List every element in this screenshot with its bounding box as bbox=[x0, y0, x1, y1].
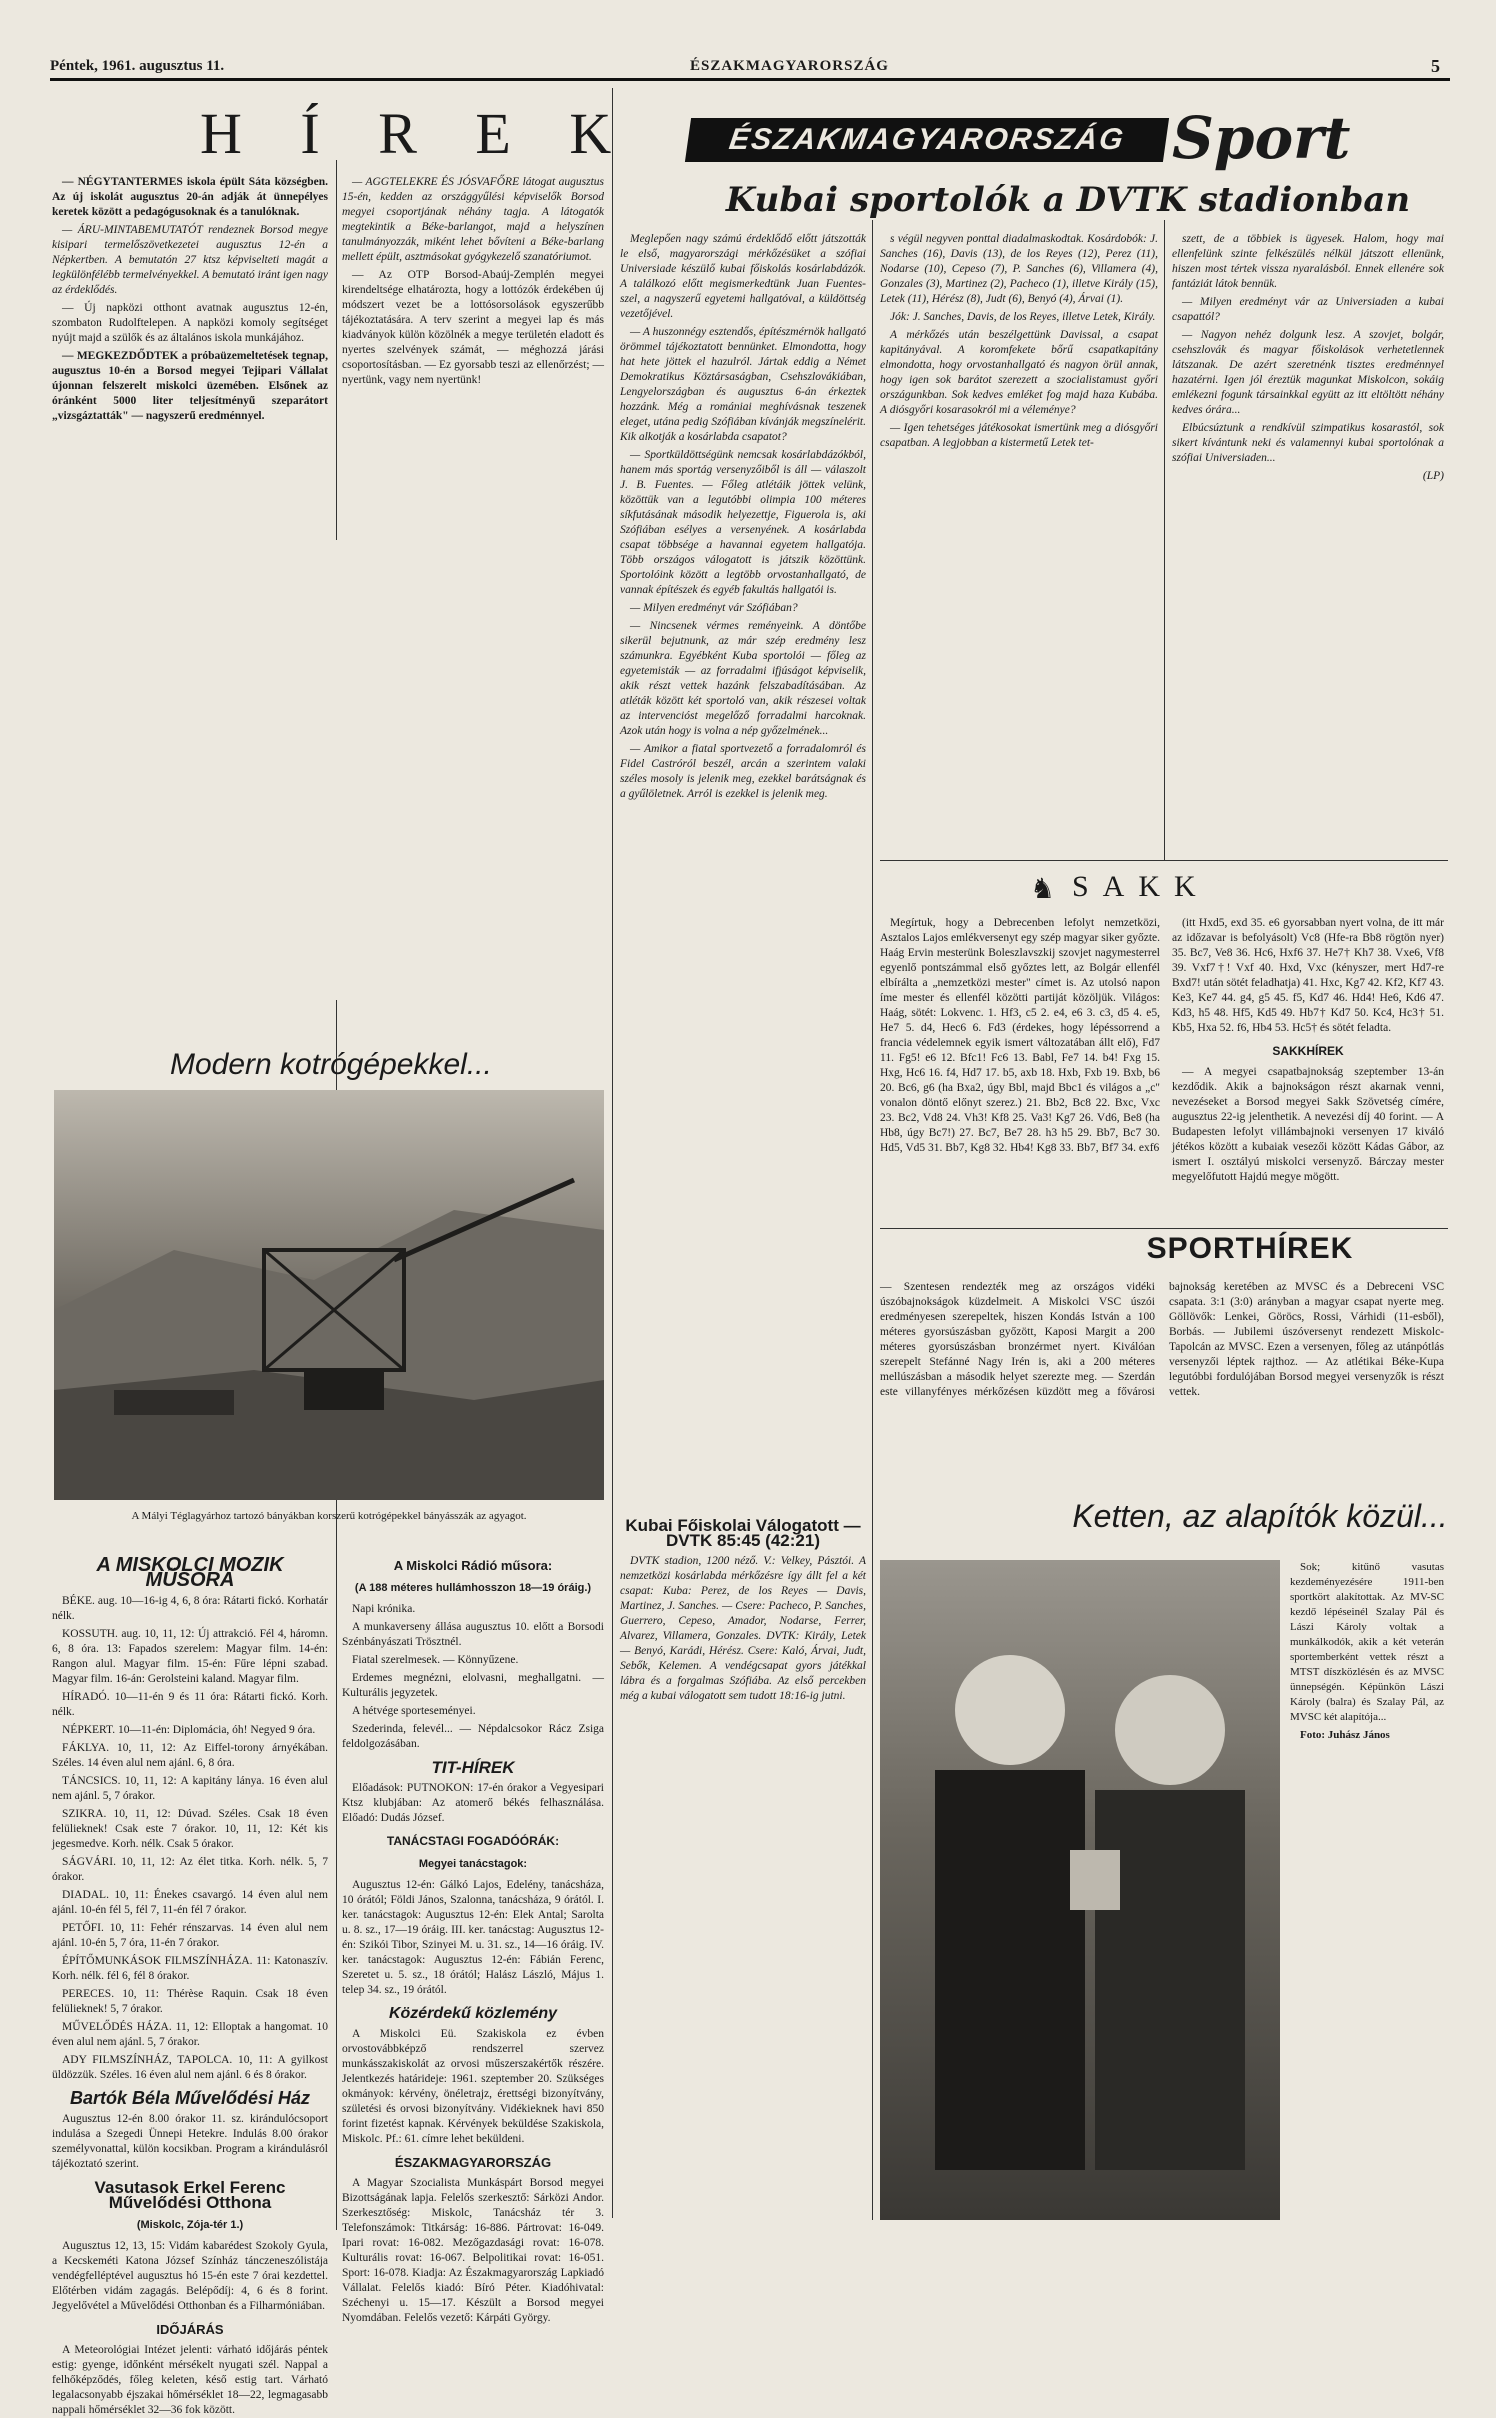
mozik-section bbox=[52, 1550, 328, 2416]
excavator-photo bbox=[54, 1090, 604, 1500]
radio-item: Napi krónika. bbox=[352, 1603, 416, 1615]
sport-paragraph: — Nincsenek vérmes reményeink. A döntőbe sikerül bejutnunk, az már szép eredmény lesz számunkra. Egyébként Kuba sportolói — főleg az egyetemisták — az forradalmi ifjúságot képviselik, akik részt vettek hazánk felszabadításában. Az atléták között két sportoló van, akik részesei voltak az intervencióst megelőző forradalmi harcoknak. Azok után hogy is volna a nép győzelmének... bbox=[620, 620, 866, 737]
column-divider-news bbox=[336, 160, 337, 540]
ketten-caption-column bbox=[1290, 1560, 1444, 2220]
radio-item: Szederinda, felevél... — Népdalcsokor Rácz Zsiga feldolgozásában. bbox=[342, 1723, 604, 1750]
masthead-date: Péntek, 1961. augusztus 11. bbox=[50, 58, 225, 74]
mozi-entry: ÉPÍTŐMUNKÁSOK FILMSZÍNHÁZA. 11: Katonaszív. Korh. nélk. fél 6, fél 8 órakor. bbox=[52, 1955, 328, 1982]
info-column bbox=[342, 1550, 604, 2324]
bartok-title: Bartók Béla Művelődési Ház bbox=[69, 2088, 311, 2108]
sport-logo: ÉSZAKMAGYARORSZÁG bbox=[685, 118, 1169, 162]
news-item: — Az OTP Borsod-Abaúj-Zemplén megyei kirendeltsége elhatározta, hogy a lottózók érdekében új módszert vezet be a lottósorsolások egyszerűbb tájékoztatására. A terv szerint a megyei lap és más kiadványok külön közölnék a megye területén eladott és nyertes szelvények számát, — méghozzá járási csoportosításban. — Ez gyorsabb teszi az ellenőrzést; — nyertünk, vagy nem nyertünk! bbox=[342, 269, 604, 386]
mozi-entry: DIADAL. 10, 11: Énekes csavargó. 14 éven alul nem ajánl. 10-én fél 5, fél 7, 11-én fél 7 órakor. bbox=[52, 1889, 328, 1916]
bartok-text: Augusztus 12-én 8.00 órakor 11. sz. kirándulócsoport indulása a Szegedi Ünnepi Hetekre. Indulás 8.00 órakor személyvonattal, külön kocsikban. Program a kirándulásról tájékoztató szerint. bbox=[52, 2113, 328, 2170]
sport-paragraph: szett, de a többiek is ügyesek. Halom, hogy mai ellenfelünk szinte felkészülés nélkül játszott ellenünk, hiszen most tértek vissza nyaralásból. Ennek ellenére sok fantáziát látok bennük. bbox=[1172, 233, 1444, 290]
sport-paragraph: — Amikor a fiatal sportvezető a forradalomról és Fidel Castróról beszél, arcán a szerintem valaki széles mosoly is jelenik meg, ezekkel barátságnak és a gyűlöletnek. Arról is ezekkel is jelenik meg. bbox=[620, 743, 866, 800]
sakk-column-1 bbox=[880, 916, 1160, 1226]
sport-paragraph: — Igen tehetséges játékosokat ismertünk meg a diósgyőri csapatban. A legjobban a kistermetű Letek tet- bbox=[880, 422, 1158, 449]
sport-paragraph: A mérkőzés után beszélgettünk Davissal, a csapat kapitányával. A koromfekete bőrű csapatkapitány elmondotta, hogy orvostanhallgató és nagyon örül annak, hogy igen sok barátot szerezett a szocialistamust győri országunkban. Sok kedves emléket fog majd haza Kubába. A diósgyőri kosarasokról mi a véleménye? bbox=[880, 329, 1158, 416]
sport-column-1 bbox=[620, 232, 866, 1502]
sakk-title: SAKK bbox=[1072, 870, 1210, 903]
excavator-illustration bbox=[54, 1090, 604, 1500]
mozi-entry: PETŐFI. 10, 11: Fehér rénszarvas. 14 éven alul nem ajánl. 10-én 5, 7 óra, 11-én 7 órakor. bbox=[52, 1922, 328, 1949]
mozi-entry: TÁNCSICS. 10, 11, 12: A kapitány lánya. 16 éven alul nem ajánl. 5, 7 órakor. bbox=[52, 1775, 328, 1802]
radio-title: A Miskolci Rádió műsora: bbox=[393, 1558, 553, 1573]
news-item: — MEGKEZDŐDTEK a próbaüzemeltetések tegnap, augusztus 10-én a Borsod megyei Tejipari Vállalat újonnan felszerelt miskolci üzemében. Elsőnek az óránként 5000 liter teljesítményű szeparátort „vizsgáztatták" — nagyszerű eredménnyel. bbox=[52, 350, 328, 422]
kubai-box-title: Kubai Főiskolai Válogatott — DVTK 85:45 (42:21) bbox=[625, 1516, 861, 1550]
tit-text: Előadások: PUTNOKON: 17-én órakor a Vegyesipari Ktsz klubjában: Az atomerő békés felhasználása. Előadó: Dudás József. bbox=[342, 1782, 604, 1824]
mozi-entry: BÉKE. aug. 10—16-ig 4, 6, 8 óra: Rátarti fickó. Korhatár nélk. bbox=[52, 1595, 328, 1622]
sport-paragraph: Elbúcsúztunk a rendkívül szimpatikus kosarastól, sok sikert kívántunk neki és valamennyi kubai sportolónak a szófiai Universiaden... bbox=[1172, 422, 1444, 464]
kozerdeku-title: Közérdekű közlemény bbox=[388, 2005, 558, 2022]
sport-paragraph: Meglepően nagy számú érdeklődő előtt játszották le első, magyarországi mérkőzésüket a szófiai Universiade készülő kubai főiskolás kosárlabdázók. A találkozó előtt megismerkedtünk Juan Fuentes-szel, a nagyszerű egyetemi hallgatóval, a küldöttség vezetőjével. bbox=[620, 233, 866, 320]
masthead bbox=[50, 56, 1450, 81]
sport-column-3 bbox=[1172, 232, 1444, 852]
sakk-rule bbox=[880, 860, 1448, 861]
mozik-title: A MISKOLCI MOZIK MŰSORA bbox=[96, 1554, 284, 1591]
tanacstagi-sub: Megyei tanácstagok: bbox=[418, 1858, 528, 1870]
radio-item: Fiatal szerelmesek. — Könnyűzene. bbox=[352, 1654, 519, 1666]
sakk-text: Megírtuk, hogy a Debrecenben lefolyt nemzetközi, Asztalos Lajos emlékversenyt egy szép magyar siker győzte. Haág Ervin mesterünk Boleszlavszkij szovjet nagymesterrel egyenlő pontszámmal első győztes lett, az Bolgár ellenfél elbírálta a „nemzetközi mester" címet is. Az utolsó napon íme mester és ellenfél közötti partiját közöljük. Világos: Haág, sötét: Lokvenc. 1. Hf3, c5 2. e4, e6 3. c3, d5 4. e5, He7 5. d4, Hec6 6. Fd3 (érdekes, hogy lépéssorrend a francia védelemnek egyik ismert változatában állt elő), Fd7 11. Fg5! e6 12. Bfc1! Fc6 13. Babl, Fe7 14. b4! Fxg 15. Hxg, Hc6 16. f4, Hd7 17. b5, axb 18. Hxb, Fxb 19. Bxb, b6 20. Bc6, g6 (ha Bxa2, úgy Bbl, majd Bbc1 és világos a „c" vonalon döntő előnyt szerez.) 21. Bb2, Bc8 22. Bxc, Vxc 23. Bc2, Vd8 24. Vh3! Kf8 25. Va3! Kg7 26. Vd6, Be8 (ha Hb8, úgy Bc7!) 27. Bc7, Be7 28. h3 h5 29. Bb7, Bc7 30. Hd5, Vd5 31. Bb7, Kg8 32. Hb4! Kg8 33. Bb7, Bf7 34. exf6 bbox=[880, 917, 1160, 1154]
mozi-entry: PERECES. 10, 11: Thérèse Raquin. Csak 18 éven felülieknek! 5, 7 órakor. bbox=[52, 1988, 328, 2015]
sport-paragraph: — Milyen eredményt vár az Universiaden a kubai csapattól? bbox=[1172, 296, 1444, 323]
idojaras-text: A Meteorológiai Intézet jelenti: várható időjárás péntek estig: gyenge, időnként mérsékelt nyugati szél. Nappal a felhőképződés, főleg keleten, késő estig tart. Várható legalacsonyabb éjszakai hőmérséklet 18—22, legmagasabb nappali hőmérséklet 32—36 fok között. bbox=[52, 2344, 328, 2416]
impresszum-text: A Magyar Szocialista Munkáspárt Borsod megyei Bizottságának lapja. Felelős szerkesztő: Sárközi Andor. Szerkesztőség: Miskolc, Tanácsház tér 3. Telefonszámok: Titkárság: 16-886. Pártrovat: 16-049. Ipari rovat: 16-082. Mezőgazdasági rovat: 16-078. Kulturális rovat: 16-067. Belpolitikai rovat: 16-051. Sport: 16-078. Kiadja: Az Északmagyarország Lapkiadó Vállalat. Felelős kiadó: Bíró Péter. Kiadóhivatal: Széchenyi u. 15—17. Készült a Borsod megyei Nyomdában. Felelős vezető: Kárpáti György. bbox=[342, 2177, 604, 2324]
sporthirek-text: — Szentesen rendezték meg az országos vidéki úszóbajnokságok küzdelmeit. A Miskolci VSC úszói eredményesen szerepeltek, hiszen Kondás István a 100 méteres gyorsúszásban győzött, Kaposi Margit a 200 méteres gyorsúszásban bronzérmet nyert. Kiválóan szerepelt Stefánné Nagy Irén is, aki a 200 méteres mellúszásban a második helyet szerezte meg. — Szerdán este villanyfényes mérkőzésen küzdött meg a fővárosi bajnokság keretében az MVSC és a Debreceni VSC csapata. 3:1 (3:0) arányban a magyar csapat nyerte meg. Göllövők: Lenkei, Göröcs, Rossi, Várhidi (11-esből), Borbás. — Jubilemi úszóversenyt rendezett Miskolc-Tapolcán az MVSC. Ezen a versenyen, főleg az utánpótlás versenyzői léptek rajthoz. — Az atlétikai Béke-Kupa legutóbbi fordulójában Borsod megyei versenyzők is részt vettek. bbox=[880, 1281, 1444, 1398]
radio-item: A munkaverseny állása augusztus 10. előtt a Borsodi Szénbányászati Trösztnél. bbox=[342, 1621, 604, 1648]
radio-item: A hétvége sporteseményei. bbox=[352, 1705, 476, 1717]
sport-paragraph: — Nagyon nehéz dolgunk lesz. A szovjet, bolgár, csehszlovák és magyar főiskolások verhetetlennek látszanak. De azért szeretnénk tisztes eredménnyel hazatérni. Igen jól éreztük magunkat Miskolcon, sokáig emlékezni fogunk társainkkal együtt az itt eltöltött néhány kedves órára... bbox=[1172, 329, 1444, 416]
founders-illustration bbox=[880, 1560, 1280, 2220]
news-right bbox=[342, 175, 604, 545]
mozi-entry: HÍRADÓ. 10—11-én 9 és 11 óra: Rátarti fickó. Korh. nélk. bbox=[52, 1691, 328, 1718]
column-divider-sport1 bbox=[872, 220, 873, 2220]
mozi-entry: MŰVELŐDÉS HÁZA. 11, 12: Elloptak a hangomat. 10 éven alul nem ajánl. 5, 7 órakor. bbox=[52, 2021, 328, 2048]
modern-title: Modern kotrógépekkel... bbox=[170, 1048, 492, 1081]
impresszum-title: ÉSZAKMAGYARORSZÁG bbox=[394, 2155, 552, 2170]
chess-knight-icon: ♞ bbox=[1030, 872, 1056, 905]
radio-item: Erdemes megnézni, elolvasni, meghallgatni. — Kulturális jegyzetek. bbox=[342, 1672, 604, 1699]
ketten-caption: Sok; kitűnő vasutas kezdeményezésére 1911-ben sportkört alakítottak. Az MV-SC kezdő lépéseinél Szalay Pál és Lászi Károly voltak a munkálkodók, akik a két veterán sportemberként vettek részt a MTST díszközlésén és az MVSC ünnepségén. Képünkön Lászi Károly (balra) és Szalay Pál, az MVSC két alapítója... bbox=[1290, 1561, 1444, 1723]
sakkhirek-title: SAKKHÍREK bbox=[1272, 1044, 1344, 1058]
vasutasok-title: Vasutasok Erkel Ferenc Művelődési Otthona bbox=[94, 2178, 286, 2212]
mozi-entry: KOSSUTH. aug. 10, 11, 12: Új attrakció. Fél 4, háromn. 6, 8 óra. 13: Fapados szerelem: Magyar film. 14-én: Rangon alul. Magyar film. 15-én: Fűre lépni szabad. Magyar film. 16-án: Gerolsteini kaland. Magyar film. bbox=[52, 1628, 328, 1685]
kubai-box bbox=[620, 1510, 866, 2230]
hirek-title: H Í R E K bbox=[200, 101, 634, 166]
mozi-entry: FÁKLYA. 10, 11, 12: Az Eiffel-torony árnyékában. Széles. 14 éven alul nem ajánl. 6, 8 óra. bbox=[52, 1742, 328, 1769]
sporthirek-title: SPORTHÍREK bbox=[1146, 1232, 1354, 1265]
excavator-caption: A Mályi Téglagyárhoz tartozó bányákban korszerű kotrógépekkel bányásszák az agyagot. bbox=[131, 1510, 527, 1522]
page-number: 5 bbox=[1431, 56, 1440, 76]
photo-credit: Foto: Juhász János bbox=[1300, 1729, 1390, 1741]
sakk-text-2: (itt Hxd5, exd 35. e6 gyorsabban nyert volna, de itt már az időzavar is befolyásolt) Vc8 (Hfe-ra Bb8 rögtön nyer) 35. Bc7, Ve8 36. Hc6, Hxf6 37. He7† Kh7 38. Vxe6, Vf8 39. Vxf7†! Vxf 40. Hxd, Vxc (kényszer, mert Hd7-re Bxd7! után sötét feladhatja) 41. Hxc, Kg7 42. Kf2, Kf7 43. Ke3, Ke7 44. g4, g5 45. f5, Kd7 46. Hd4! He6, Kd6 47. Kd3, h5 48. Hf5, Kd5 49. Hb7† Kd7 50. Kc4, Hc3† 51. Kb5, Hxa 52. f6, Hb4 53. Hc5† és sötét feladta. bbox=[1172, 917, 1444, 1034]
vasutasok-text: Augusztus 12, 13, 15: Vidám kabarédest Szokoly Gyula, a Kecskeméti Katona József Színház tánczeneszólistája vendégfelléptével augusztus hó 15-én este 7 órai kezdettel. Előtérben vidám zagagás. Belépődíj: 4, 6 és 8 forint. Jegyelővétel a Művelődési Otthonban és a Filharmóniában. bbox=[52, 2240, 328, 2312]
column-divider-sport2 bbox=[1164, 220, 1165, 860]
news-item: — Új napközi otthont avatnak augusztus 12-én, szombaton Rudolftelepen. A napközi komoly segítséget nyújt majd a szülők és az általános iskola munkájához. bbox=[52, 302, 328, 344]
column-divider-main bbox=[612, 88, 613, 2218]
sporthirek-rule bbox=[880, 1228, 1448, 1229]
news-item: — NÉGYTANTERMES iskola épült Sáta községben. Az új iskolát augusztus 20-án adják át ünnepélyes keretek között a pedagógusoknak és a tanulóknak. bbox=[52, 176, 328, 218]
sport-column-2 bbox=[880, 232, 1158, 852]
kozerdeku-text: A Miskolci Eü. Szakiskola ez évben orvostovábbképző rendszerrel szervez munkásszakiskolát az orvosi műszerszakértők részére. Jelentkezés határideje: 1961. szeptember 20. Szükséges okmányok: kérvény, önéletrajz, érettségi bizonyítvány, születési és orvosi bizonyítvány. Vidékieknek havi 850 forint fizetést kapnak. Kérvények beküldése Szakiskola, Miskolc. Pf.: 61. címre lehet beküldeni. bbox=[342, 2028, 604, 2145]
sport-paragraph: (LP) bbox=[1422, 470, 1444, 482]
idojaras-title: IDŐJÁRÁS bbox=[156, 2322, 224, 2337]
mozi-entry: ADY FILMSZÍNHÁZ, TAPOLCA. 10, 11: A gyilkost üldözzük. Széles. 16 éven alul nem ajánl. 6 és 8 órakor. bbox=[52, 2054, 328, 2081]
kubai-box-text: DVTK stadion, 1200 néző. V.: Velkey, Pásztói. A nemzetközi kosárlabda mérkőzésre így állt fel a két csapat: Kuba: Perez, de los Reyes — Davis, Martinez, J. Sanches. — Csere: Pacheco, P. Sanches, Guerrero, Cepeso, Amador, Nodarse, Ferrer, Alvarez, Villamera, Gonzales. DVTK: Király, Letek — Benyó, Karádi, Hérész. Csere: Kaló, Árvai, Judt, Sebők, Kelemen. A vendégcsapat gyors játékkal lábra és a forgalmas Szófiába. Az első percekben még a kubai válogatott sem tudott 18:16-ig jutni. bbox=[620, 1555, 866, 1702]
mozi-entry: NÉPKERT. 10—11-én: Diplomácia, óh! Negyed 9 óra. bbox=[62, 1724, 316, 1736]
sport-paragraph: — Milyen eredményt vár Szófiában? bbox=[630, 602, 798, 614]
sakkhirek-text: — A megyei csapatbajnokság szeptember 13-án kezdődik. Akik a bajnokságon részt akarnak venni, nevezéseket a Borsod megyei Sakk Szövetség címére, augusztus 22-ig jelenthetik. A nevezési díj 40 forint. — A Budapesten lefolyt villámbajnoki versenyen 17 kiváló jétékos között a kubaiak vesezői között Kádas Gábor, az ismert I. osztályú miskolci versenyző. Bárczay mester megyelőfutott Hajdú megye mögött. bbox=[1172, 1066, 1444, 1183]
tanacstagi-text: Augusztus 12-én: Gálkó Lajos, Edelény, tanácsháza, 10 órától; Földi János, Szalonna, tanácsháza, 9 órától. I. ker. tanácstagok: Augusztus 12-én: Elek Antal; Sarolta u. 8. sz., 17—19 óráig. III. ker. tanácstag: Augusztus 12-én: Szikói Tibor, Szinyei M. u. 31. sz., 14—16 óráig. IV. ker. tanácstagok: Augusztus 12-én: Fábián Ferenc, Szeretet u. 5. sz., 18 órától; Halász László, Május 1. telep 34. sz., 19 órától. bbox=[342, 1879, 604, 1996]
sport-paragraph: — Sportküldöttségünk nemcsak kosárlabdázókból, hanem más sportág versenyzőiből is áll — válaszolt J. B. Fuentes. — Főleg atlétáik jöttek velünk, közöttük van a legutóbbi olimpia 100 méteres síkfutásának második helyezettje, Figuerola is, aki Szófiában esélyes a versenyének. A kosárlabda csapat többsége a havannai egyetem hallgatója. Több országos válogatott is játszik közöttünk. Sportolóink között a legtöbb orvostanhallgató, de vannak építészek és egyéb fakultás hallgatói is. bbox=[620, 449, 866, 596]
founders-photo bbox=[880, 1560, 1280, 2220]
ketten-title: Ketten, az alapítók közül... bbox=[1072, 1498, 1448, 1534]
mozi-entry: SÁGVÁRI. 10, 11, 12: Az élet titka. Korh. nélk. 5, 7 órakor. bbox=[52, 1856, 328, 1883]
masthead-paper: ÉSZAKMAGYARORSZÁG bbox=[690, 58, 889, 74]
radio-sub: (A 188 méteres hullámhosszon 18—19 óráig.) bbox=[354, 1582, 592, 1594]
sport-headline: Kubai sportolók a DVTK stadionban bbox=[725, 180, 1411, 220]
sport-paragraph: Jók: J. Sanches, Davis, de los Reyes, illetve Letek, Király. bbox=[890, 311, 1156, 323]
sakk-column-2 bbox=[1172, 916, 1444, 1226]
news-item: — AGGTELEKRE ÉS JÓSVAFŐRE látogat augusztus 15-én, kedden az országgyűlési képviselők Borsod megyei csoportjának néhány tagja. A látogatók megtekintik a Béke-barlangot, majd a helyszínen tanulmányozzák, miként lehet bővíteni a Béke-barlang mellett épült, asztmásokat gyógykezelő szanatóriumot. bbox=[342, 176, 604, 263]
tanacstagi-title: TANÁCSTAGI FOGADÓÓRÁK: bbox=[386, 1834, 560, 1848]
sport-paragraph: s végül negyven ponttal diadalmaskodtak. Kosárdobók: J. Sanches (16), Davis (13), de los Reyes (12), Perez (11), Nodarse (10), Cepeso (7), P. Sanches (6), Villamera (4), Gonzales (3), Martinez (2), Pacheco (1), illetve Király (15), Letek (11), Hérész (8), Judt (6), Benyó (4), Árvai (1). bbox=[880, 233, 1158, 305]
mozi-entry: SZIKRA. 10, 11, 12: Dúvad. Széles. Csak 18 éven felülieknek! Csak este 7 órakor. 10, 11, 12: Két kis jegesmedve. Korh. nélk. Csak 5 órakor. bbox=[52, 1808, 328, 1850]
tit-title: TIT-HÍREK bbox=[431, 1758, 515, 1777]
sport-paragraph: — A huszonnégy esztendős, építészmérnök hallgató örömmel tájékoztatott bennünket. Elmondotta, hogy hat hete jöttek el hazulról. Jártak eddig a Német Demokratikus Köztársaságban, Csehszlovákiában, Lengyelországban és augusztus 6-án érkeztek hozzánk. Még a romániai meghívásnak teszenek eleget, utána pedig Szófiában kívánják megszínelérit. Kik alkotják a kosárlabda csapatot? bbox=[620, 326, 866, 443]
news-item: — ÁRU-MINTABEMUTATÓT rendeznek Borsod megye kisipari termelőszövetkezetei augusztus 12-én a Népkertben. A bemutatón 27 ktsz képviselteti magát a legkülönfélébb termelvényekkel. A bemutató iránt igen nagy az érdeklődés. bbox=[52, 224, 328, 296]
sport-script: Sport bbox=[1172, 104, 1351, 172]
news-left bbox=[52, 175, 328, 545]
vasutasok-sub: (Miskolc, Zója-tér 1.) bbox=[136, 2219, 244, 2231]
